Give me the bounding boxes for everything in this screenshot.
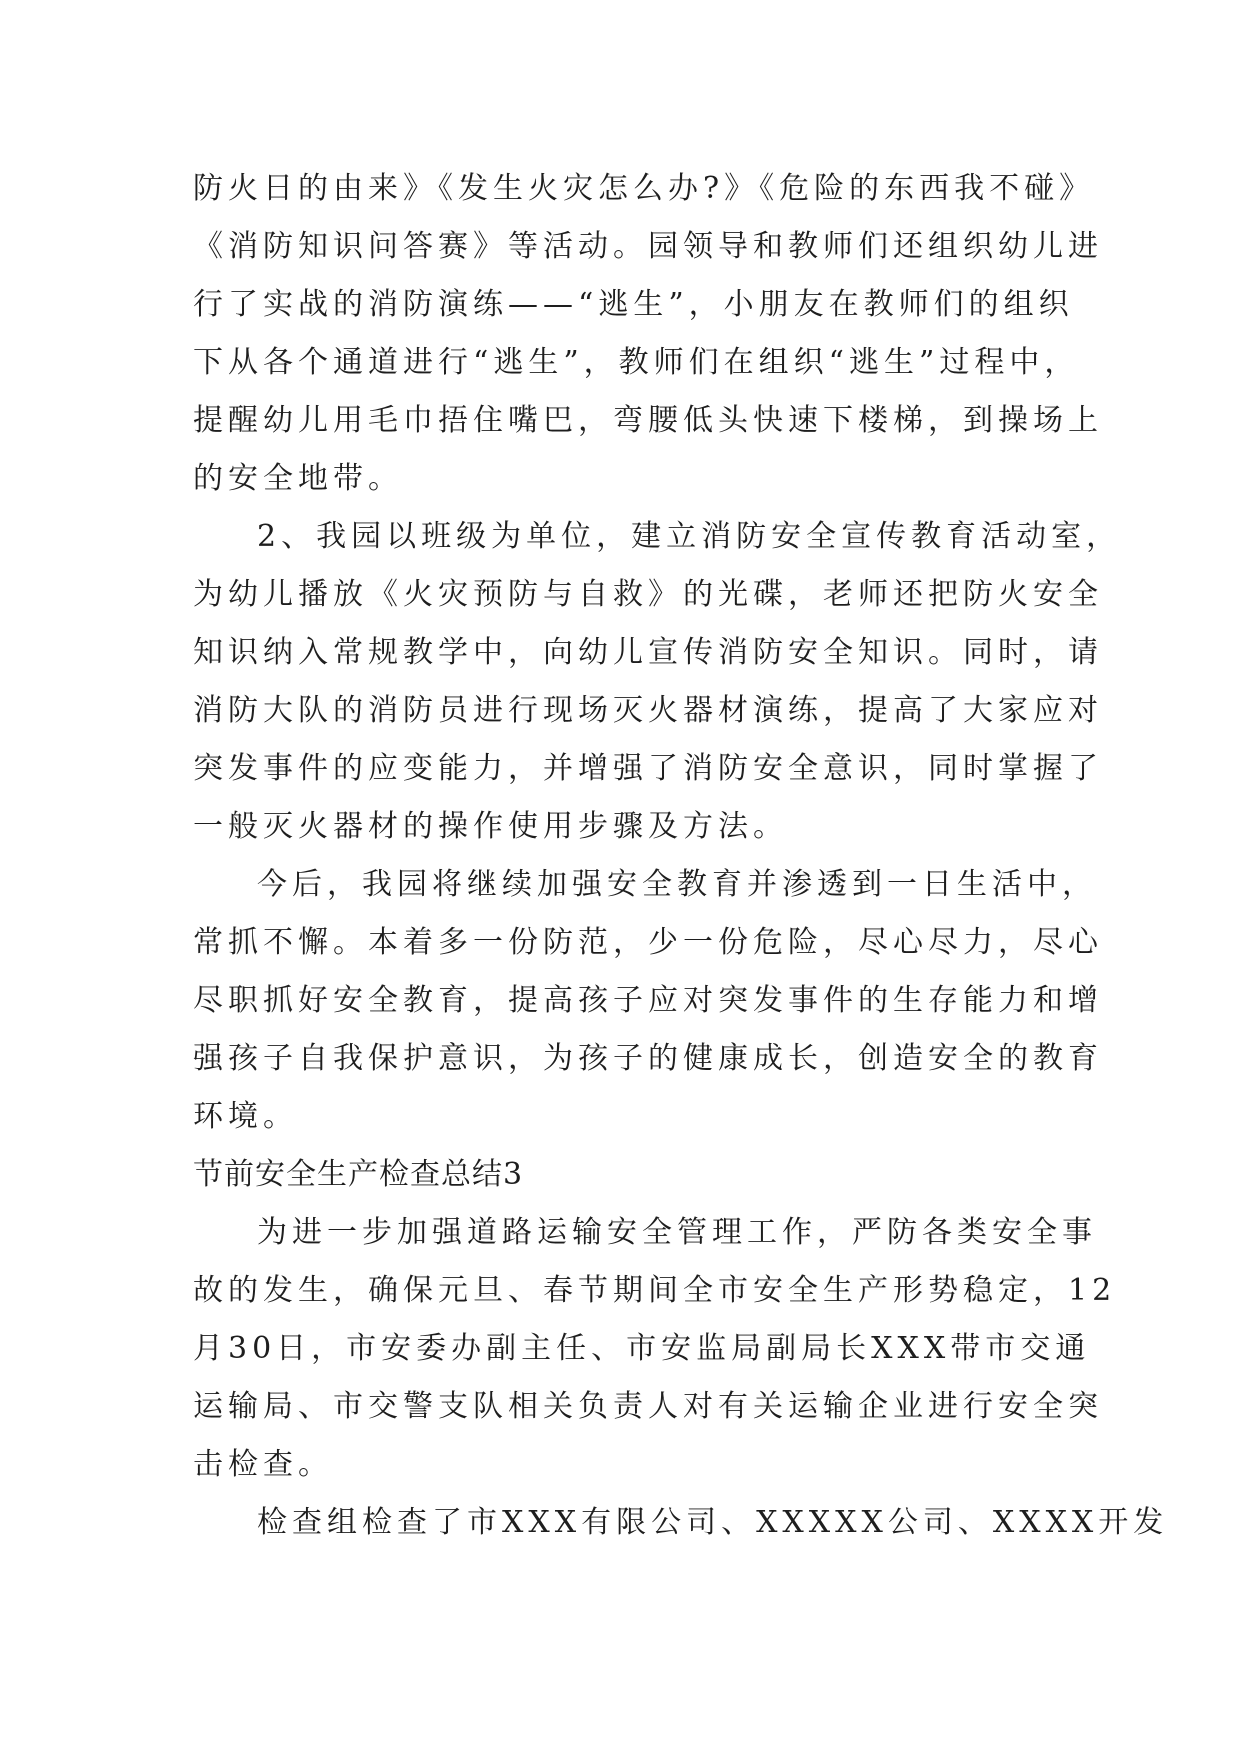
paragraph-4 (193, 1204, 1117, 1494)
text-line: 常抓不懈。本着多一份防范，少一份危险，尽心尽力，尽心 (193, 925, 1103, 960)
text-line: 知识纳入常规教学中，向幼儿宣传消防安全知识。同时，请 (193, 635, 1103, 670)
text-line: 2、我园以班级为单位，建立消防安全宣传教育活动室， (257, 519, 1122, 554)
paragraph-3 (193, 856, 1103, 1146)
paragraph-5 (193, 1494, 1169, 1552)
document-body (193, 160, 1169, 1552)
text-line: 提醒幼儿用毛巾捂住嘴巴，弯腰低头快速下楼梯，到操场上 (193, 403, 1103, 438)
text-line: 强孩子自我保护意识，为孩子的健康成长，创造安全的教育 (193, 1041, 1103, 1076)
text-line: 尽职抓好安全教育，提高孩子应对突发事件的生存能力和增 (193, 983, 1103, 1018)
text-line: 运输局、市交警支队相关负责人对有关运输企业进行安全突 (193, 1389, 1103, 1424)
text-line: 为进一步加强道路运输安全管理工作，严防各类安全事 (257, 1215, 1097, 1250)
text-line: 检查组检查了市XXX有限公司、XXXXX公司、XXXX开发 (257, 1505, 1169, 1540)
text-line: 消防大队的消防员进行现场灭火器材演练，提高了大家应对 (193, 693, 1103, 728)
text-line: 的安全地带。 (193, 461, 403, 496)
text-line: 下从各个通道进行“逃生”，教师们在组织“逃生”过程中， (193, 345, 1080, 380)
paragraph-2 (193, 508, 1122, 856)
section-heading: 节前安全生产检查总结3 (193, 1157, 524, 1192)
text-line: 故的发生，确保元旦、春节期间全市安全生产形势稳定，12 (193, 1273, 1117, 1308)
text-line: 防火日的由来》《发生火灾怎么办?》《危险的东西我不碰》 (193, 171, 1095, 206)
paragraph-continuation (193, 160, 1103, 508)
text-line: 月30日，市安委办副主任、市安监局副局长XXX带市交通 (193, 1331, 1091, 1366)
text-line: 环境。 (193, 1099, 298, 1134)
text-line: 为幼儿播放《火灾预防与自救》的光碟，老师还把防火安全 (193, 577, 1103, 612)
text-line: 《消防知识问答赛》等活动。园领导和教师们还组织幼儿进 (193, 229, 1103, 264)
text-line: 行了实战的消防演练——“逃生”，小朋友在教师们的组织 (193, 287, 1074, 322)
text-line: 突发事件的应变能力，并增强了消防安全意识，同时掌握了 (193, 751, 1103, 786)
text-line: 今后，我园将继续加强安全教育并渗透到一日生活中， (257, 867, 1097, 902)
text-line: 一般灭火器材的操作使用步骤及方法。 (193, 809, 788, 844)
text-line: 击检查。 (193, 1447, 333, 1482)
